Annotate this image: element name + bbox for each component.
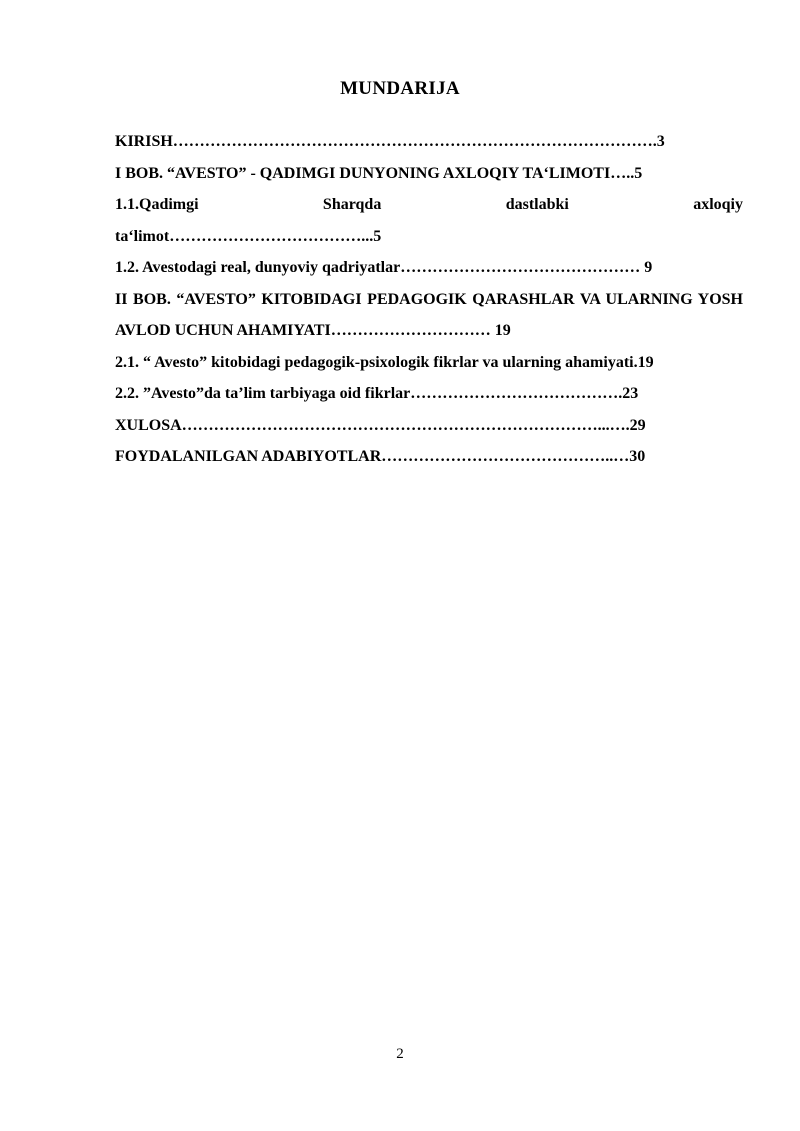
toc-entry-chapter-2[interactable]: II BOB. “AVESTO” KITOBIDAGI PEDAGOGIK QARASHLAR VA ULARNING YOSH AVLOD UCHUN AHAMIYATI………………………… 19 xyxy=(115,290,743,339)
toc-entry-chapter-1[interactable]: I BOB. “AVESTO” - QADIMGI DUNYONING AXLOQIY TA‘LIMOTI…..5 xyxy=(115,164,643,182)
toc-entry-2-2[interactable]: 2.2. ”Avesto”da ta’lim tarbiyaga oid fikrlar………………………………….23 xyxy=(115,385,639,402)
toc-entry-kirish[interactable]: KIRISH……………………………………………………………………………….3 xyxy=(115,133,665,150)
toc-entry-1-1-line2: ta‘limot………………………………...5 xyxy=(115,227,382,245)
toc-entry-adabiyotlar[interactable]: FOYDALANILGAN ADABIYOTLAR……………………………………..…30 xyxy=(115,448,646,465)
toc-entry-1-1[interactable] xyxy=(115,189,743,252)
page-title: MUNDARIJA xyxy=(340,78,460,99)
toc-entry-1-2[interactable]: 1.2. Avestodagi real, dunyoviy qadriyatlar……………………………………… 9 xyxy=(115,259,653,276)
toc-entry-xulosa[interactable]: XULOSA……………………………………………………………………...….29 xyxy=(115,416,646,434)
table-of-contents xyxy=(115,126,743,473)
toc-entry-2-1[interactable]: 2.1. “ Avesto” kitobidagi pedagogik-psixologik fikrlar va ularning ahamiyati.19 xyxy=(115,353,654,371)
toc-entry-1-1-line1: 1.1.Qadimgi Sharqda dastlabki axloqiy xyxy=(115,196,743,213)
page-number: 2 xyxy=(396,1046,404,1062)
